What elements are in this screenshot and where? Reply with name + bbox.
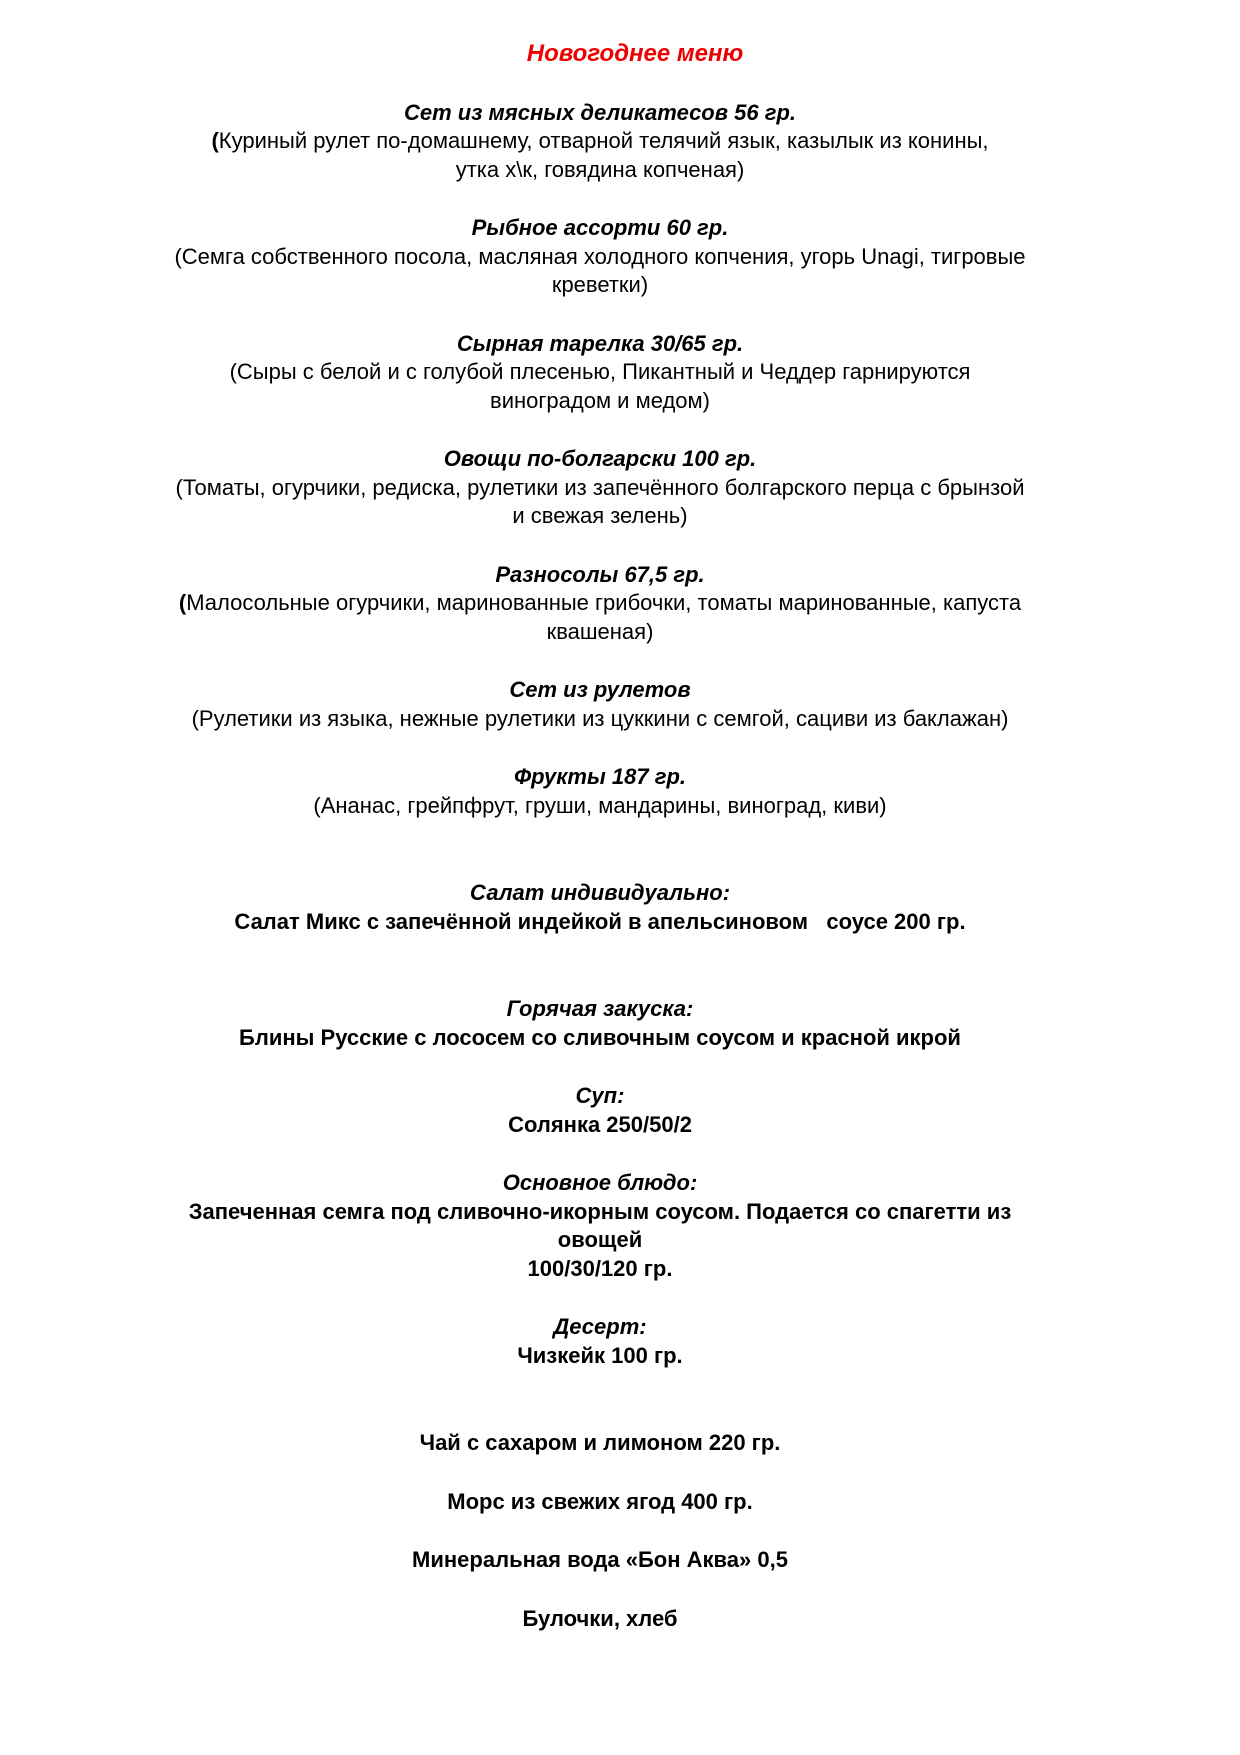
section-header: Рыбное ассорти 60 гр. — [471, 215, 729, 240]
menu-section — [150, 676, 1050, 733]
menu-blocks — [150, 99, 1050, 1634]
section-line: Чизкейк 100 гр. — [517, 1342, 683, 1368]
menu-content — [150, 40, 1050, 1633]
section-header: Сет из мясных деликатесов 56 гр. — [403, 99, 797, 125]
menu-section — [150, 99, 1050, 185]
section-header: Сырная тарелка 30/65 гр. — [456, 330, 744, 356]
section-header: Горячая закуска: — [506, 996, 694, 1021]
section-header: Десерт: — [553, 1314, 647, 1339]
section-line: (Малосольные огурчики, маринованные грибочки, томаты маринованные, капуста — [178, 590, 1022, 615]
section-line: (Ананас, грейпфрут, груши, мандарины, виноград, киви) — [313, 792, 887, 818]
section-header: Фрукты 187 гр. — [513, 764, 686, 789]
item-line: Морс из свежих ягод 400 гр. — [447, 1488, 753, 1514]
section-header: Сет из рулетов — [509, 677, 691, 702]
section-header: Салат индивидуально: — [469, 880, 731, 905]
section-line: (Сыры с белой и с голубой плесенью, Пикантный и Чеддер гарнируются — [229, 359, 971, 384]
section-header: Разносолы 67,5 гр. — [495, 561, 705, 587]
section-line: утка х\к, говядина копченая) — [455, 156, 745, 182]
section-line: (Куриный рулет по-домашнему, отварной телячий язык, казылык из конины, — [211, 128, 989, 153]
menu-section — [150, 561, 1050, 647]
section-line: креветки) — [551, 272, 649, 297]
menu-section — [150, 445, 1050, 531]
section-header: Основное блюдо: — [502, 1170, 698, 1195]
menu-item — [150, 1429, 1050, 1458]
section-line: и свежая зелень) — [512, 503, 688, 528]
menu-section — [150, 330, 1050, 416]
section-line: (Томаты, огурчики, редиска, рулетики из запечённого болгарского перца с брынзой — [175, 474, 1025, 500]
section-line: (Рулетики из языка, нежные рулетики из цуккини с семгой, сациви из баклажан) — [191, 705, 1009, 731]
menu-item — [150, 1605, 1050, 1634]
section-line: (Семга собственного посола, масляная холодного копчения, угорь Unagi, тигровые — [174, 243, 1026, 269]
menu-section — [150, 214, 1050, 300]
section-line: квашеная) — [546, 618, 654, 644]
menu-section — [150, 1313, 1050, 1370]
menu-section — [150, 1169, 1050, 1283]
section-line: Солянка 250/50/2 — [508, 1111, 692, 1137]
section-header: Суп: — [575, 1083, 625, 1108]
menu-section — [150, 1082, 1050, 1139]
section-line: виноградом и медом) — [490, 387, 710, 413]
section-line: Салат Микс с запечённой индейкой в апельсиновом соусе 200 гр. — [234, 908, 966, 934]
section-header: Овощи по-болгарски 100 гр. — [443, 446, 757, 471]
menu-section — [150, 879, 1050, 936]
section-line: Запеченная семга под сливочно-икорным соусом. Подается со спагетти из — [188, 1198, 1012, 1224]
menu-item — [150, 1546, 1050, 1575]
menu-title: Новогоднее меню — [526, 40, 744, 67]
section-line: Блины Русские с лососем со сливочным соусом и красной икрой — [239, 1024, 961, 1050]
menu-item — [150, 1488, 1050, 1517]
menu-section — [150, 763, 1050, 820]
item-line: Минеральная вода «Бон Аква» 0,5 — [412, 1547, 788, 1572]
item-line: Чай с сахаром и лимоном 220 гр. — [419, 1430, 781, 1455]
section-line: 100/30/120 гр. — [527, 1255, 673, 1281]
item-line: Булочки, хлеб — [522, 1605, 678, 1631]
menu-section — [150, 995, 1050, 1052]
section-line: овощей — [557, 1227, 643, 1252]
